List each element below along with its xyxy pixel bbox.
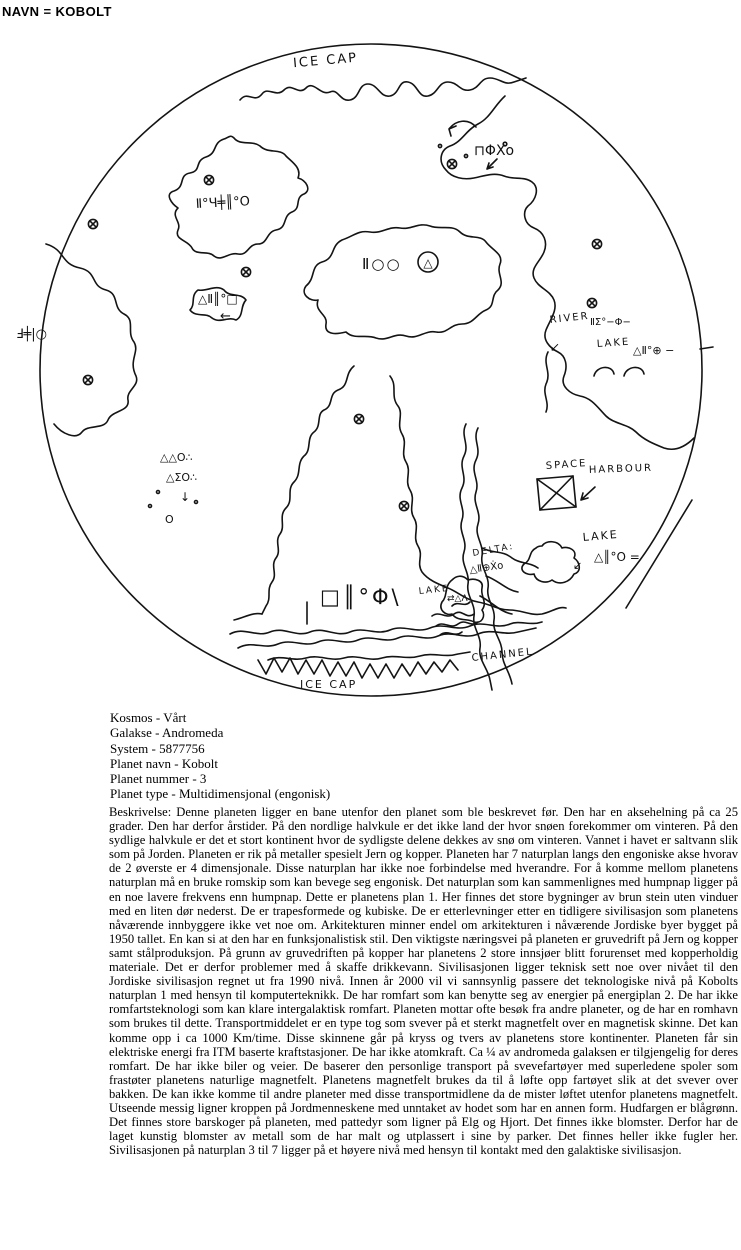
info-line-kosmos: Kosmos - Vårt	[110, 710, 187, 725]
lake-ne-code-glyphs: △Ⅱ°⊕ −	[633, 344, 675, 357]
scrub-scribble	[432, 612, 478, 635]
lake-se-label: LAKE	[582, 527, 620, 544]
ice-cap-top-region	[240, 51, 526, 101]
down-arrow-icon: ↓	[180, 490, 191, 504]
info-line-navn: Planet navn - Kobolt	[110, 755, 218, 771]
center-triangle-glyph: △	[423, 256, 433, 270]
sw-cluster	[149, 451, 198, 526]
info-line-type: Planet type - Multidimensjonal (engonisk)	[110, 786, 331, 802]
sw-glyphs-row2: △ΣO∴	[166, 471, 198, 484]
planet-description: Beskrivelse: Denne planeten ligger en bane utenfor den planet som ble beskrevet før. Den har en aksehelning på ca 25 grader. Den har derfor årstider. På den nordlige halvkule er det ikke land der hvor snøen forekommer om vinteren. På den sydlige halvkule er det et stort kontinent hvor de sydligste delene dekkes av snø om vinteren. Vannet i havet er saltvann slik som på Jorden. Planeten er rik på metaller spesielt Jern og kopper. Planeten har 7 naturplan langs den engoniske akse hvorav de 2 øverste er 4 dimensjonale. Disse naturplan har ikke noe forbindelse med hverandre. For å komme mellom planetens naturplan må en bruke romskip som kan bevege seg engonisk. Det naturplan som kan sammenlignes med humpnap ligger på en noe lavere frekvens enn humpnap. Dette er planetens plan 1. Her finnes det store bygninger av brun stein uten vinduer med en liten dør nederst. De er trapesformede og kubiske. De er etterlevninger etter en tidligere sivilisasjon som planetens nåværende innbyggere ikke vet noe om. Arkitekturen minner endel om arkitekturen i nåværende Jordiske byer bygget på 1950 tallet. En kan si at den har en funksjonalistisk stil. Den viktigste næringsvei på planeten er gruvedrift på Jern og kopper samt stålproduksjon. På grunn av gruvedriften på kopper har planetens 2 store innsjøer blitt forurenset med kopperholdig materiale. Det er derfor problemer med å skaffe drikkevann. Sivilisasjonen ligger teknisk sett noe over nivået til den Jordiske sivilisasjon regnet ut fra 1990 nivå. Innen år 2000 vil vi sannsynlig passere det teknologiske nivå på Kobolts naturplan 1 med hensyn til komputerteknikk. De har romfart som kan benytte seg av energier på energiplan 2. De har ikke romfartsteknologi som kan klare intergalaktisk romfart. Planeten mottar ofte besøk fra andre planeter, og de har en romhavn som brukes til dette. Transportmiddelet er en type tog som svever på et sterkt magnetfelt over en magnetisk skinne. Det kan komme opp i ca 1000 Km/time. Disse skinnene går på kryss og tvers av planetens store kontinenter. Planeten får sin elektriske energi fra ITM baserte kraftstasjoner. De har ikke atomkraft. Ca ¼ av andromeda galaksen er tilgjengelig for deres romfart. De har ikke biler og veier. De baserer den personlige transport på svevefartøyer med superledene spoler som frastøter planetens naturlige magnetfelt. Planetens magnetfelt brukes da til å løfte opp fartøyet slik at det svever over bakken. De kan ikke komme til andre planeter med disse transportmidlene da de mister løftet utenfor planetens magnetfelt. Utseende messig ligner kroppen på Jordmenneskene med unntaket av hodet som har en annen form. Hudfargen er blågrønn. Det finnes store barskoger på planeten, med pattedyr som ligner på Elg og Hjort. Det finnes ikke blomster. Derfor har de laget kunstig blomster av metall som de har malt og utplassert i sine by parker. Det finnes heller ikke fugler her. Sivilisasjonen på naturplan 3 til 7 ligger på et høyere nivå med hensyn til kontakt med den galaktiske sivilisasjon.	[109, 805, 738, 1158]
ne-small-arrow-icon	[487, 159, 497, 169]
west-edge-glyphs: Ⅎ╪|○	[16, 327, 48, 342]
east-continent	[438, 96, 713, 449]
x-circle-glyph	[447, 159, 456, 168]
river-code-glyphs: ⅡΣ°−Φ−	[590, 317, 631, 328]
x-circle-glyph	[354, 414, 363, 423]
delta-label: DELTA:	[471, 541, 516, 559]
dot-mark	[157, 491, 160, 494]
east-lake-shore	[594, 367, 644, 376]
harbour-arrow-icon	[581, 487, 595, 500]
lake-south-code-glyphs: ⇄△Λ	[447, 594, 468, 604]
space-label: SPACE	[545, 458, 588, 472]
info-line-system: System - 5877756	[110, 740, 205, 756]
river-label: RIVER	[549, 310, 591, 326]
x-circle-glyph	[587, 298, 596, 307]
sw-arrow-icon: ↙	[573, 559, 583, 572]
channel-label: CHANNEL	[471, 646, 535, 664]
lake-south-label: LAKE	[418, 583, 451, 597]
lake-se-code-glyphs: △║°O =	[594, 550, 640, 564]
ne-glyphs: ⊓ΦXo	[474, 143, 515, 159]
x-circle-glyph	[592, 239, 601, 248]
left-arrow-icon: ←	[220, 309, 231, 324]
nw-island-glyphs: Ⅱ°Ч╪║°O	[195, 194, 251, 212]
x-circle-glyph	[204, 175, 213, 184]
x-circle-glyph	[399, 501, 408, 510]
east-river-line	[545, 352, 548, 412]
center-glyphs: Ⅱ○○	[362, 255, 402, 273]
dot-mark	[195, 501, 198, 504]
x-circle-glyph	[88, 219, 97, 228]
info-line-nummer: Planet nummer - 3	[110, 771, 207, 787]
center-continent	[304, 225, 501, 339]
x-circle-glyph	[241, 267, 250, 276]
dot-mark	[464, 154, 467, 157]
page-title: NAVN = KOBOLT	[2, 4, 112, 19]
ice-cap-bottom-label: ICE CAP	[300, 678, 358, 691]
south-big-glyphs: □║°Φ\	[320, 585, 402, 609]
info-line-galakse: Galakse - Andromeda	[110, 725, 224, 741]
lake-ne-label: LAKE	[596, 336, 631, 350]
nw-island	[169, 136, 308, 258]
ice-cap-top-label: ICE CAP	[292, 50, 359, 72]
x-circle-glyph	[83, 375, 92, 384]
lake-se	[522, 528, 640, 583]
delta-code-glyphs: △Ⅱ⊕Ẋo	[468, 560, 505, 576]
dot-mark	[149, 505, 152, 508]
southern-continent	[234, 366, 566, 624]
dot-mark	[438, 144, 441, 147]
planet-info-block	[110, 710, 330, 802]
west-peninsula	[16, 219, 137, 435]
west-island	[190, 288, 246, 324]
west-island-glyphs: △Ⅱ║°□	[198, 292, 238, 306]
sw-glyphs-row1: △△O∴	[160, 451, 193, 464]
harbour-box-cross	[537, 476, 576, 510]
harbour-label: HARBOUR	[588, 462, 654, 476]
space-harbour	[537, 458, 653, 510]
sw-arrow-icon: ↙	[550, 340, 561, 354]
sw-circle-glyph: O	[165, 513, 174, 526]
